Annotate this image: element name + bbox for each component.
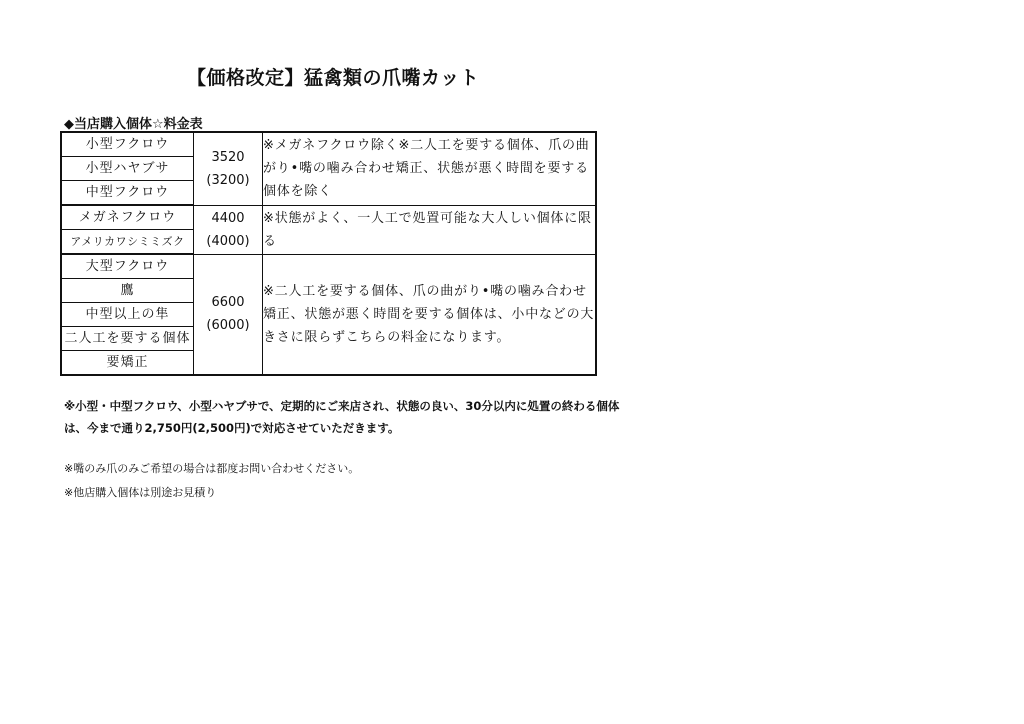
price-note: ※メガネフクロウ除く※二人工を要する個体、爪の曲がり•嘴の噛み合わせ矯正、状態が悪く時間を要する個体を除く [263, 132, 597, 205]
bird-type-large-owl: 大型フクロウ [61, 254, 194, 279]
price-before-tax: (4000) [206, 233, 250, 249]
price-cell [194, 132, 263, 205]
bird-type-two-handler: 二人工を要する個体 [61, 327, 194, 351]
price-note: ※二人工を要する個体、爪の曲がり•嘴の噛み合わせ矯正、状態が悪く時間を要する個体は、小中などの大きさに限らずこちらの料金になります。 [263, 254, 597, 375]
price-cell [194, 205, 263, 254]
discount-footnote: ※小型・中型フクロウ、小型ハヤブサで、定期的にご来店され、状態の良い、30分以内に処置の終わる個体は、今まで通り2,750円(2,500円)で対応させていただきます。 [64, 399, 620, 435]
price-table-heading: ◆当店購入個体☆料金表 [64, 117, 203, 132]
bird-type-great-horned-owl: アメリカワシミミズク [61, 230, 194, 255]
bird-type-small-falcon: 小型ハヤブサ [61, 157, 194, 181]
price-before-tax: (3200) [206, 172, 250, 188]
bird-type-spectacled-owl: メガネフクロウ [61, 205, 194, 230]
page-title: 【価格改定】猛禽類の爪嘴カット [187, 67, 480, 89]
bird-type-small-owl: 小型フクロウ [61, 132, 194, 157]
price-value: 4400 [211, 210, 245, 226]
price-table [60, 131, 597, 376]
other-store-footnote: ※他店購入個体は別途お見積り [64, 486, 217, 499]
inquiry-footnote: ※嘴のみ爪のみご希望の場合は都度お問い合わせください。 [64, 462, 360, 475]
price-before-tax: (6000) [206, 318, 250, 334]
price-cell [194, 254, 263, 375]
bird-type-medium-owl: 中型フクロウ [61, 181, 194, 206]
bird-type-hawk: 鷹 [61, 279, 194, 303]
bird-type-medium-falcon: 中型以上の隼 [61, 303, 194, 327]
price-value: 3520 [211, 149, 245, 165]
bird-type-correction: 要矯正 [61, 351, 194, 376]
price-note: ※状態がよく、一人工で処置可能な大人しい個体に限る [263, 205, 597, 254]
price-value: 6600 [211, 295, 245, 311]
